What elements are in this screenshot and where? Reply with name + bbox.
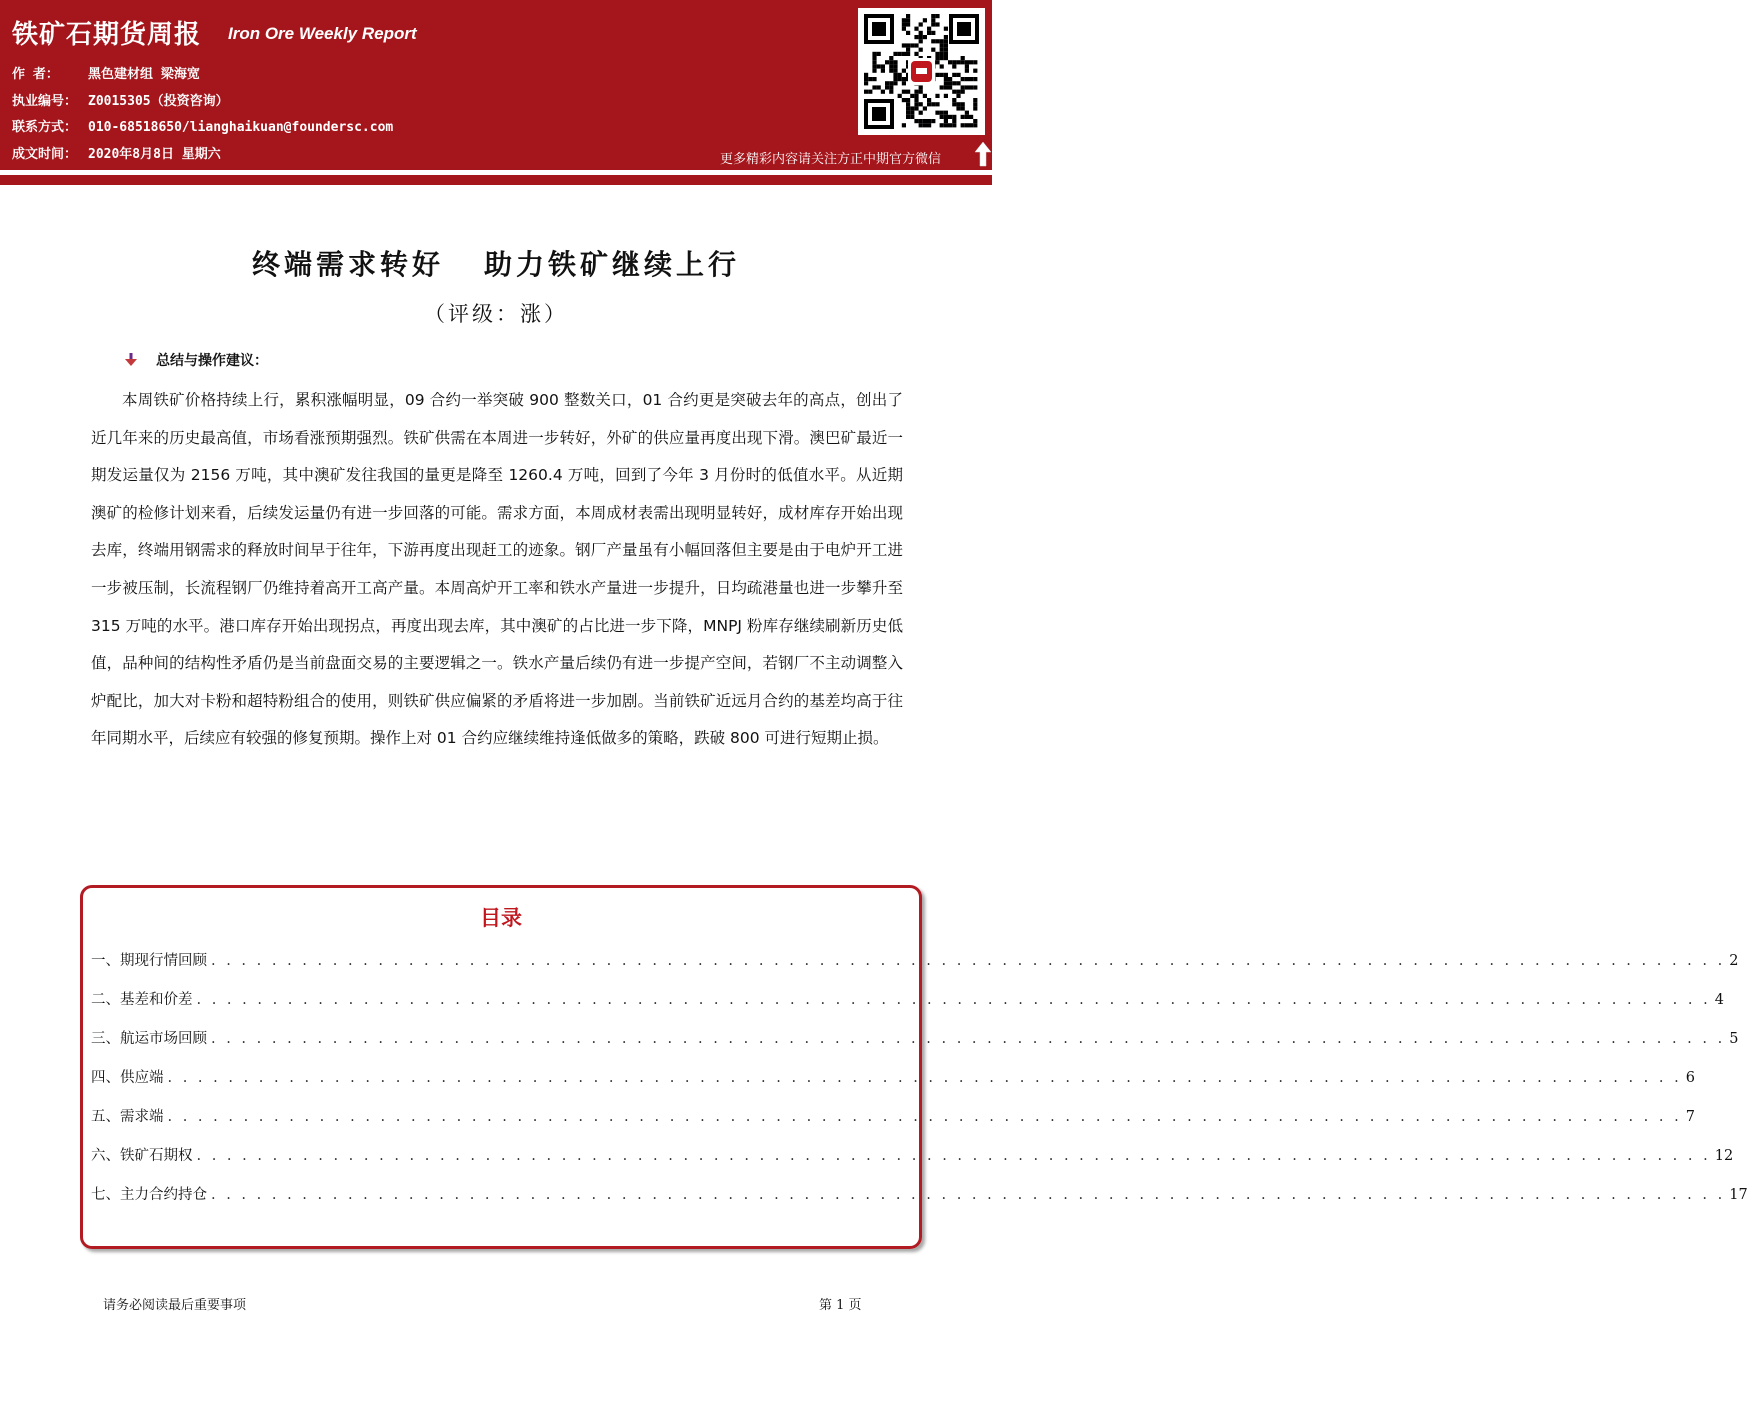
up-arrow-icon (974, 141, 992, 167)
toc-item-page: 12 (1714, 1148, 1734, 1164)
report-header (0, 0, 992, 170)
report-title (0, 243, 992, 283)
toc-item[interactable] (91, 1105, 1695, 1126)
follow-wechat-text: 更多精彩内容请关注方正中期官方微信 (720, 152, 942, 167)
toc-item[interactable] (91, 949, 1739, 970)
toc-item-label: 一、期现行情回顾 (91, 953, 207, 969)
toc-item-page: 5 (1729, 1031, 1739, 1047)
license-label: 执业编号： (12, 93, 78, 109)
license-row (12, 89, 393, 116)
toc-leader-dots: . . . . . . . . . . . . . . . . . . . . . . . . . . . . . . . . . . . . . . . . . . . . . . . . . . . . . . . . . . . . . . . . . . . . . . . . . . . . . . . . . . . . . . . . . . . . . . . . . . . . (167, 1070, 1682, 1086)
toc-leader-dots: . . . . . . . . . . . . . . . . . . . . . . . . . . . . . . . . . . . . . . . . . . . . . . . . . . . . . . . . . . . . . . . . . . . . . . . . . . . . . . . . . . . . . . . . . . . . . . . . . . . . (211, 1187, 1726, 1203)
toc-item[interactable] (91, 1066, 1695, 1087)
author-label: 作 者： (12, 67, 59, 82)
rating-label: （评级：涨） (424, 302, 568, 326)
date-value: 2020年8月8日 星期六 (88, 146, 221, 162)
summary-heading-text: 总结与操作建议： (156, 353, 268, 369)
toc-item-label: 三、航运市场回顾 (91, 1031, 207, 1047)
toc-item-label: 七、主力合约持仓 (91, 1187, 207, 1203)
brand-title-en: Iron Ore Weekly Report (228, 24, 417, 43)
toc-leader-dots: . . . . . . . . . . . . . . . . . . . . . . . . . . . . . . . . . . . . . . . . . . . . . . . . . . . . . . . . . . . . . . . . . . . . . . . . . . . . . . . . . . . . . . . . . . . . . . . . . . . . (211, 953, 1726, 969)
footer-notice: 请务必阅读最后重要事项 (103, 1298, 247, 1313)
toc-item-label: 二、基差和价差 (91, 992, 193, 1008)
toc-item-label: 五、需求端 (91, 1109, 164, 1125)
contact-label: 联系方式： (12, 120, 78, 135)
report-title-part1: 终端需求转好 (251, 248, 444, 281)
toc-item[interactable] (91, 988, 1724, 1009)
toc-item[interactable] (91, 1027, 1739, 1048)
toc-title: 目录 (480, 906, 522, 930)
toc-leader-dots: . . . . . . . . . . . . . . . . . . . . . . . . . . . . . . . . . . . . . . . . . . . . . . . . . . . . . . . . . . . . . . . . . . . . . . . . . . . . . . . . . . . . . . . . . . . . . . . . . . . . (196, 992, 1711, 1008)
contact-value[interactable]: 010-68518650/lianghaikuan@foundersc.com (88, 120, 394, 135)
toc-item[interactable] (91, 1144, 1734, 1165)
date-row (12, 142, 393, 169)
author-row (12, 62, 393, 89)
header-divider (0, 175, 992, 185)
date-label: 成文时间： (12, 146, 78, 162)
contact-row (12, 115, 393, 142)
toc-item-page: 6 (1685, 1070, 1695, 1086)
author-meta (12, 62, 393, 168)
summary-heading (124, 350, 268, 370)
footer-page-number: 第 1 页 (819, 1298, 862, 1313)
toc-item-label: 四、供应端 (91, 1070, 164, 1086)
toc-item-page: 2 (1729, 953, 1739, 969)
table-of-contents (80, 885, 1748, 1249)
toc-item-page: 17 (1729, 1187, 1748, 1203)
toc-item-page: 7 (1685, 1109, 1695, 1125)
toc-leader-dots: . . . . . . . . . . . . . . . . . . . . . . . . . . . . . . . . . . . . . . . . . . . . . . . . . . . . . . . . . . . . . . . . . . . . . . . . . . . . . . . . . . . . . . . . . . . . . . . . . . . . (196, 1148, 1711, 1164)
toc-leader-dots: . . . . . . . . . . . . . . . . . . . . . . . . . . . . . . . . . . . . . . . . . . . . . . . . . . . . . . . . . . . . . . . . . . . . . . . . . . . . . . . . . . . . . . . . . . . . . . . . . . . . (167, 1109, 1682, 1125)
toc-item-label: 六、铁矿石期权 (91, 1148, 193, 1164)
down-arrow-bullet-icon (124, 353, 138, 367)
brand-title-cn: 铁矿石期货周报 (12, 20, 202, 50)
toc-leader-dots: . . . . . . . . . . . . . . . . . . . . . . . . . . . . . . . . . . . . . . . . . . . . . . . . . . . . . . . . . . . . . . . . . . . . . . . . . . . . . . . . . . . . . . . . . . . . . . . . . . . . (211, 1031, 1726, 1047)
summary-paragraph: 本周铁矿价格持续上行，累积涨幅明显，09 合约一举突破 900 整数关口，01 合约更是突破去年的高点，创出了近几年来的历史最高值，市场看涨预期强烈。铁矿供需在本周进一步转好，外矿的供应量再度出现下滑。澳巴矿最近一期发运量仅为 2156 万吨，其中澳矿发往我国的量更是降至 1260.4 万吨，回到了今年 3 月份时的低值水平。从近期澳矿的检修计划来看，后续发运量仍有进一步回落的可能。需求方面，本周成材表需出现明显转好，成材库存开始出现去库，终端用钢需求的释放时间早于往年，下游再度出现赶工的迹象。钢厂产量虽有小幅回落但主要是由于电炉开工进一步被压制，长流程钢厂仍维持着高开工高产量。本周高炉开工率和铁水产量进一步提升，日均疏港量也进一步攀升至 315 万吨的水平。港口库存开始出现拐点，再度出现去库，其中澳矿的占比进一步下降，MNPJ 粉库存继续刷新历史低值，品种间的结构性矛盾仍是当前盘面交易的主要逻辑之一。铁水产量后续仍有进一步提产空间，若钢厂不主动调整入炉配比，加大对卡粉和超特粉组合的使用，则铁矿供应偏紧的矛盾将进一步加剧。当前铁矿近远月合约的基差均高于往年同期水平，后续应有较强的修复预期。操作上对 01 合约应继续维持逢低做多的策略，跌破 800 可进行短期止损。 (91, 391, 903, 748)
report-title-part2: 助力铁矿继续上行 (484, 248, 741, 281)
author-value: 黑色建材组 梁海宽 (88, 67, 200, 82)
license-value: Z0015305（投资咨询） (88, 93, 229, 109)
toc-item[interactable] (91, 1183, 1748, 1204)
toc-item-page: 4 (1714, 992, 1724, 1008)
qr-code-icon[interactable] (858, 8, 985, 135)
